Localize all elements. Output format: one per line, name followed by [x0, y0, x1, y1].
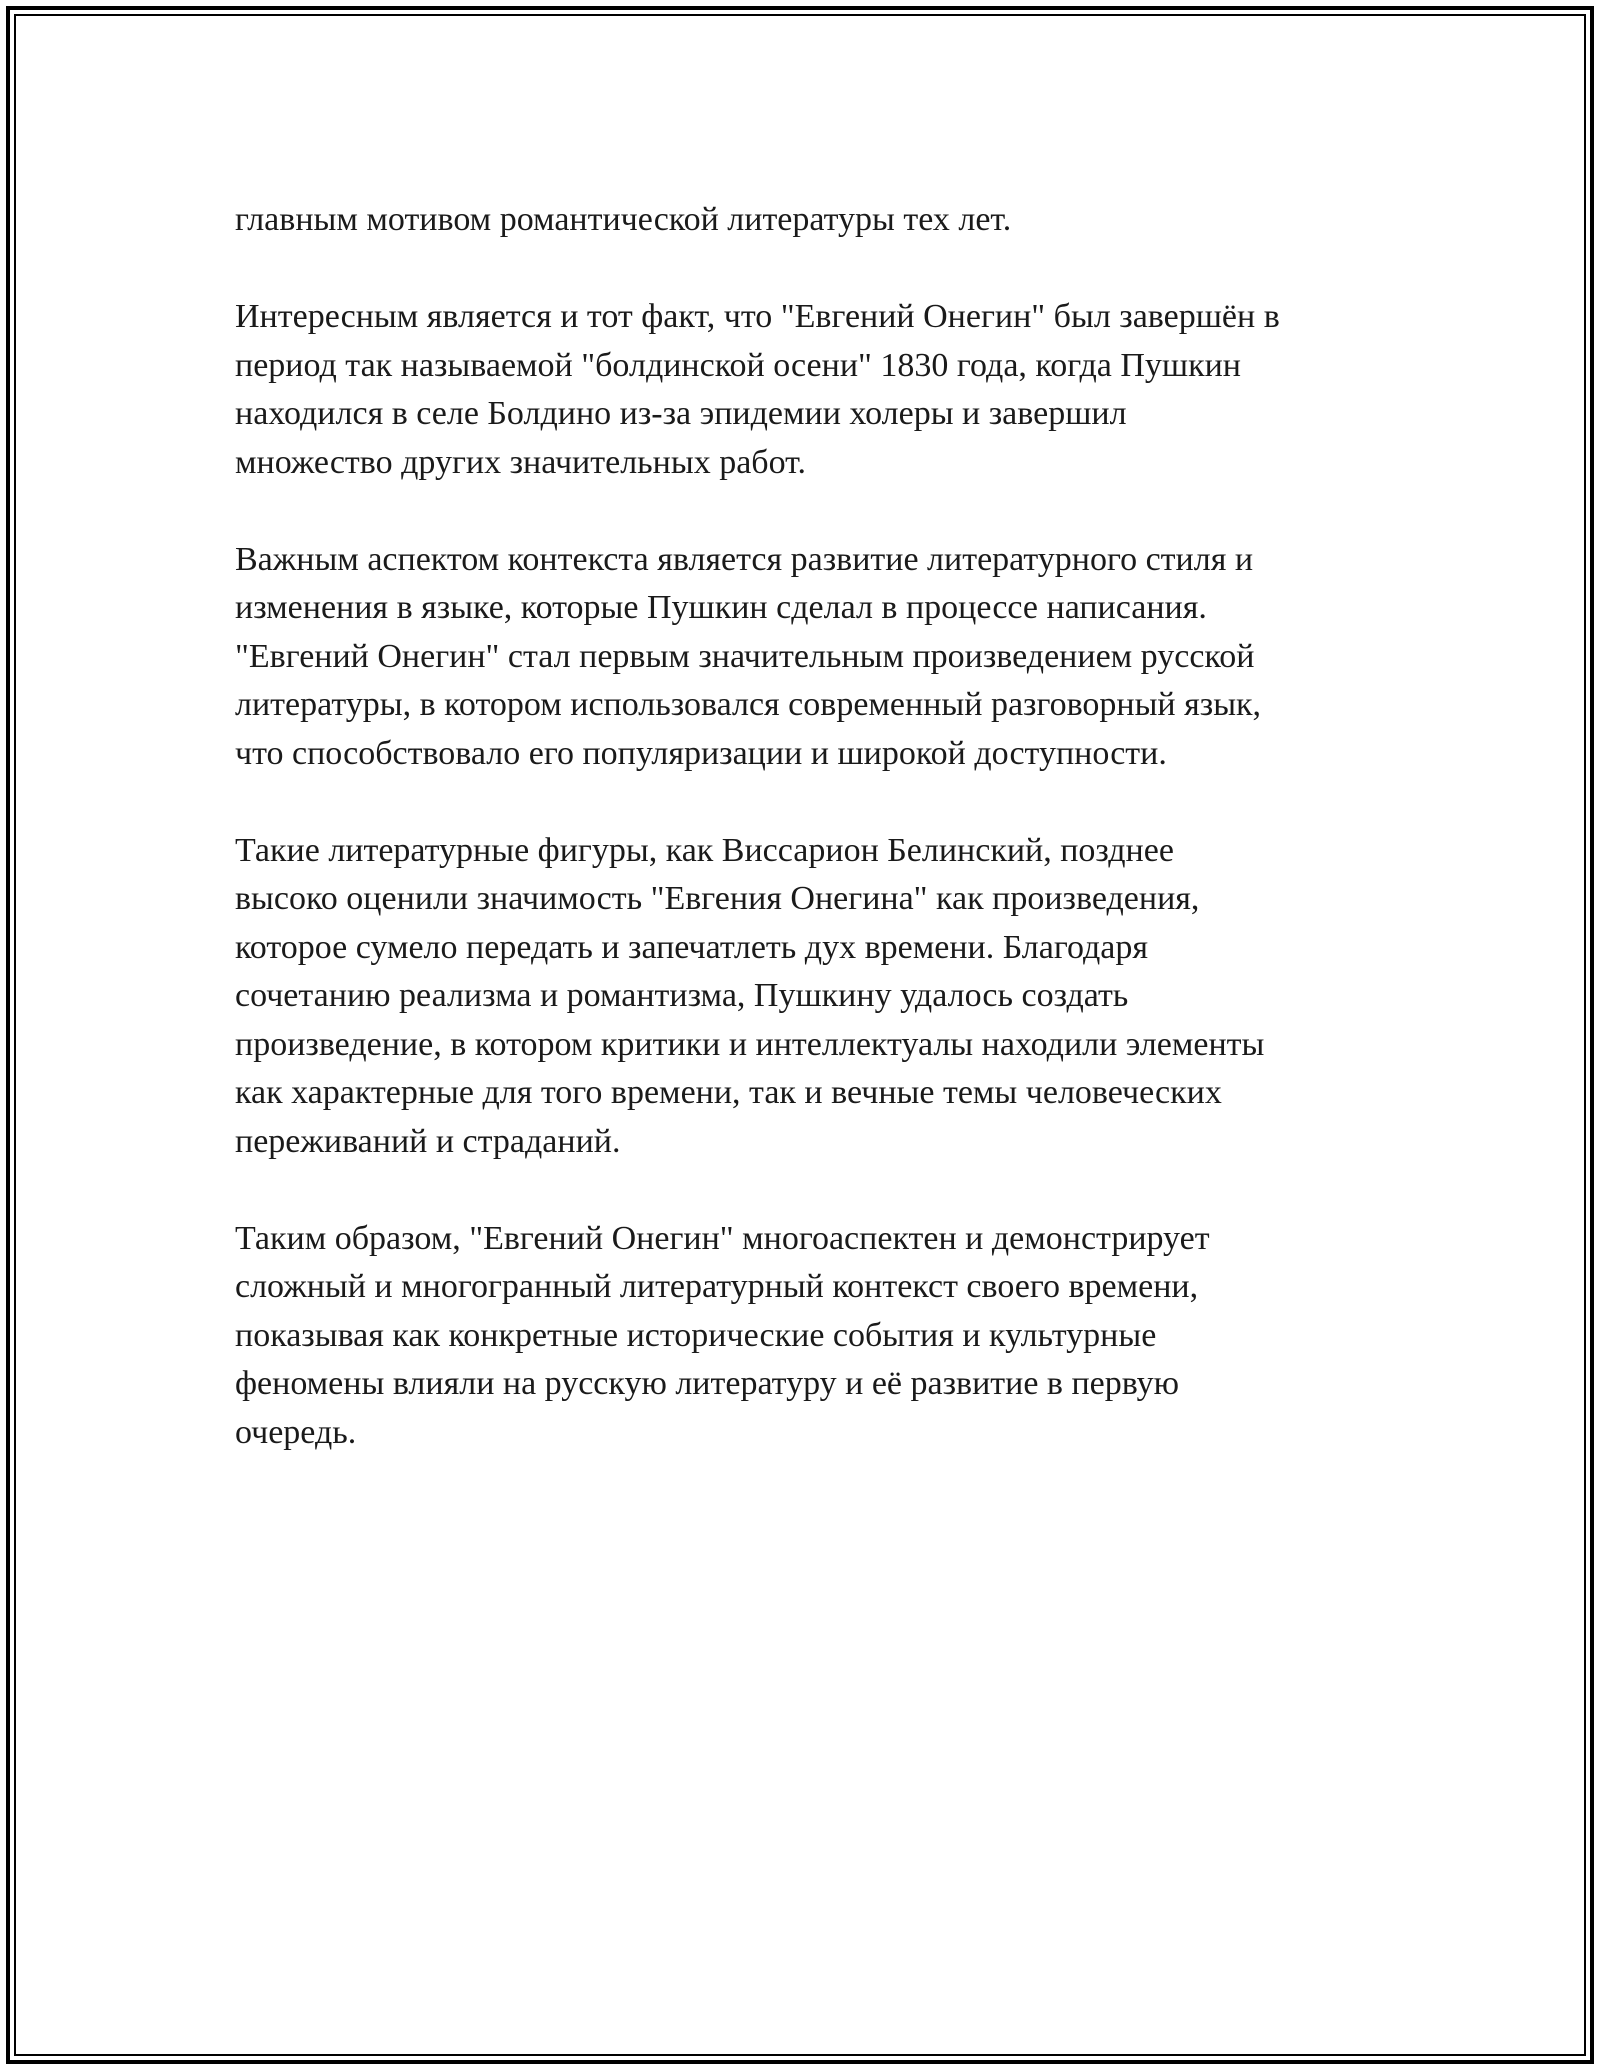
page-border [6, 6, 1594, 2064]
document-body [235, 196, 1385, 1506]
paragraph-literary-style: Важным аспектом контекста является развитие литературного стиля и изменения в языке, которые Пушкин сделал в процессе написания. "Евгений Онегин" стал первым значительным произведением русской литературы, в котором использовался современный разговорный язык, что способствовало его популяризации и широкой доступности. [235, 540, 1262, 772]
paragraph-continuation: главным мотивом романтической литературы тех лет. [235, 201, 1012, 238]
paragraph-boldino-autumn: Интересным является и тот факт, что "Евгений Онегин" был завершён в период так называемой "болдинской осени" 1830 года, когда Пушкин находился в селе Болдино из-за эпидемии холеры и завершил множество других значительных работ. [235, 298, 1280, 481]
paragraph-conclusion: Таким образом, "Евгений Онегин" многоаспектен и демонстрирует сложный и многогранный литературный контекст своего времени, показывая как конкретные исторические события и культурные феномены влияли на русскую литературу и её развитие в первую очередь. [235, 1219, 1210, 1451]
paragraph-belinsky: Такие литературные фигуры, как Виссарион Белинский, позднее высоко оценили значимость "Евгения Онегина" как произведения, которое сумело передать и запечатлеть дух времени. Благодаря сочетанию реализма и романтизма, Пушкину удалось создать произведение, в котором критики и интеллектуалы находили элементы как характерные для того времени, так и вечные темы человеческих переживаний и страданий. [235, 831, 1265, 1160]
